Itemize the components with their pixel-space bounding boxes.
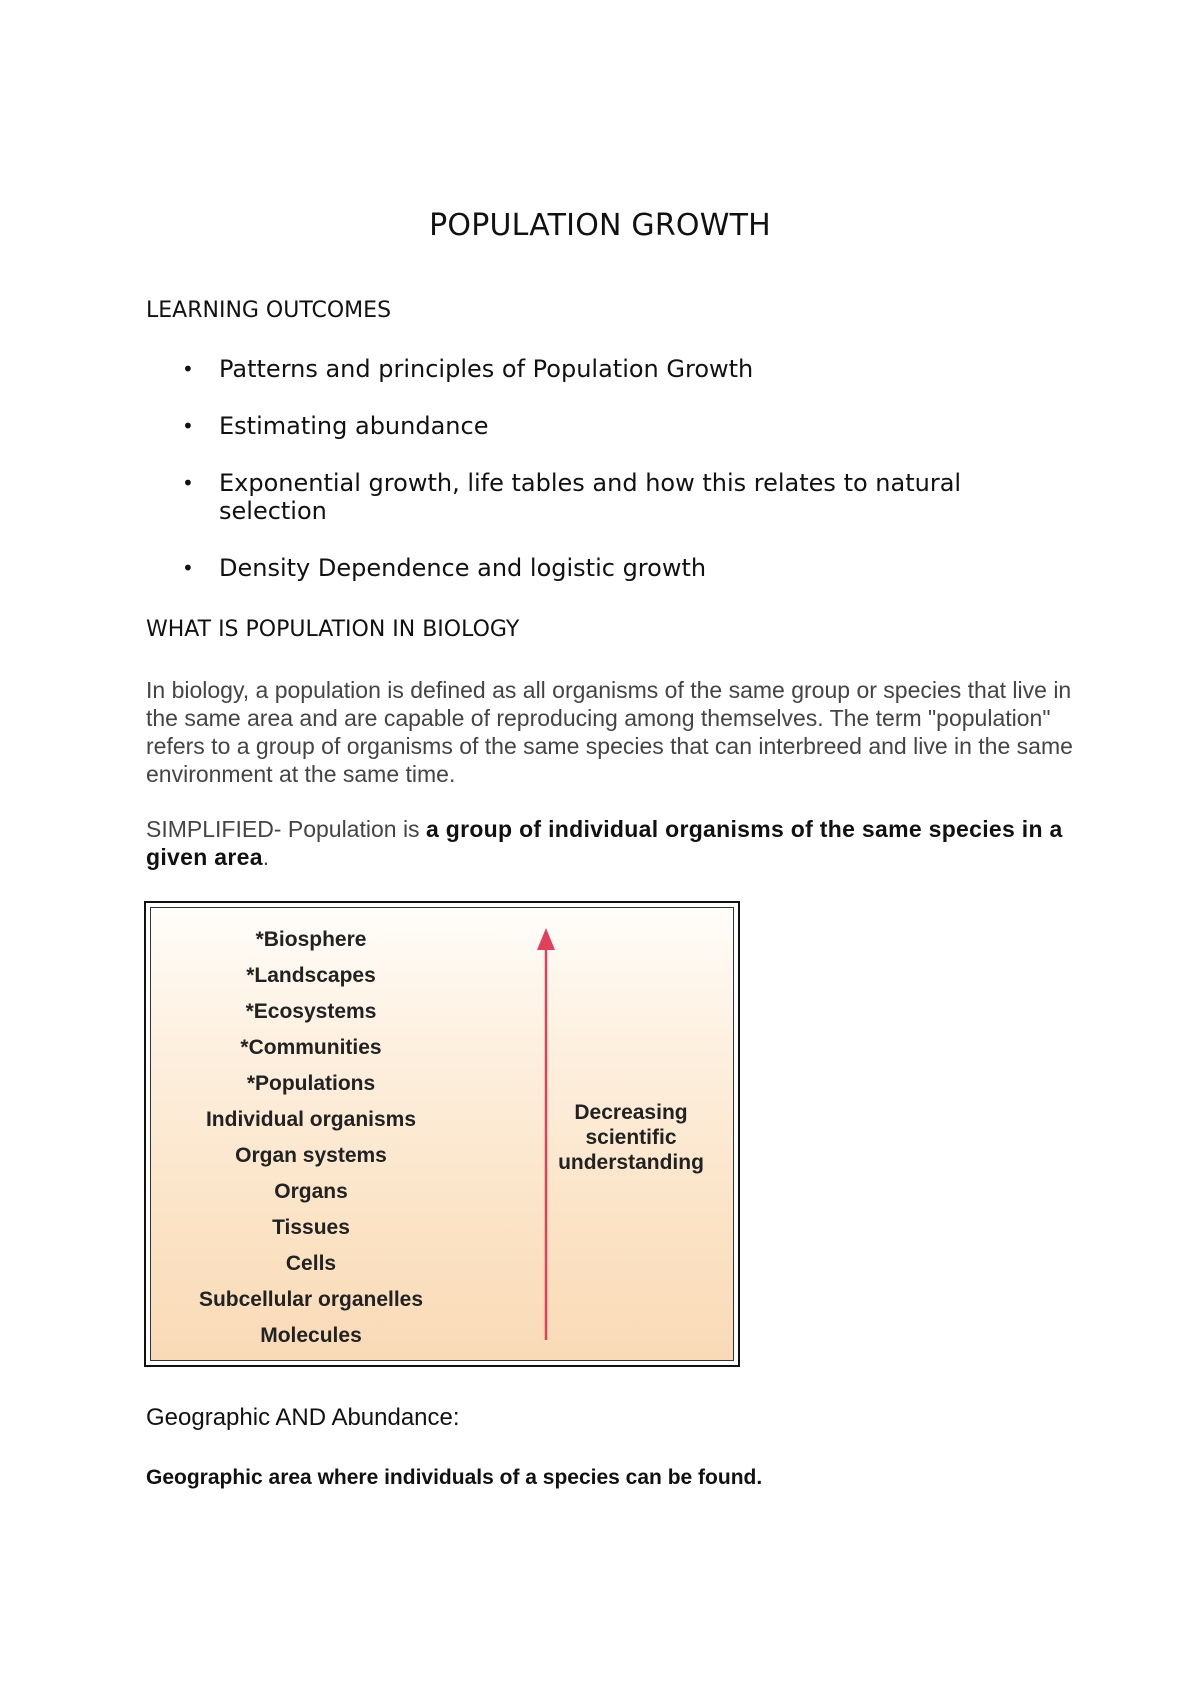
definition-heading: WHAT IS POPULATION IN BIOLOGY [146,617,520,642]
bullet-icon: • [182,556,194,580]
bullet-icon: • [182,357,194,381]
hierarchy-level: Cells [285,1252,337,1275]
bullet-icon: • [182,471,194,495]
hierarchy-level: Tissues [272,1216,350,1239]
arrow-caption-line: scientific [585,1126,677,1149]
hierarchy-figure [144,901,740,1367]
simplified-prefix: SIMPLIFIED- Population is [146,816,426,842]
page-title: POPULATION GROWTH [429,208,771,243]
list-item-text: Exponential growth, life tables and how this relates to natural selection [219,469,962,525]
hierarchy-level: Molecules [260,1324,362,1347]
hierarchy-figure-panel [150,907,734,1361]
definition-paragraph: In biology, a population is defined as all organisms of the same group or species that live in the same area and are capable of reproducing among themselves. The term "population" refers to a group of organisms of the same species that can interbreed and live in the same environment at the same time. [146,677,1073,787]
list-item [146,469,1026,525]
hierarchy-level: Organ systems [235,1144,387,1167]
list-item-text: Density Dependence and logistic growth [219,554,707,582]
arrow-caption [541,1100,721,1175]
hierarchy-level: *Ecosystems [245,1000,377,1023]
simplified-definition [146,815,1076,871]
list-item-text: Patterns and principles of Population Growth [219,355,754,383]
learning-outcomes-list [146,355,1026,611]
hierarchy-levels-list [151,922,471,1354]
list-item [146,412,1026,440]
hierarchy-level: *Biosphere [255,928,367,951]
simplified-bold: a group of individual organisms of the same species in a given area [146,816,1063,870]
hierarchy-level: Individual organisms [205,1108,417,1131]
hierarchy-level: *Landscapes [246,964,376,987]
list-item-text: Estimating abundance [219,412,489,440]
list-item [146,355,1026,383]
arrow-caption-line: understanding [558,1151,704,1174]
hierarchy-level: Organs [274,1180,348,1203]
bullet-icon: • [182,414,194,438]
simplified-suffix: . [262,844,270,870]
learning-outcomes-heading: LEARNING OUTCOMES [146,298,392,323]
geographic-text: Geographic area where individuals of a species can be found. [146,1466,763,1489]
hierarchy-level: *Communities [240,1036,382,1059]
hierarchy-level: *Populations [246,1072,376,1095]
geographic-heading: Geographic AND Abundance: [146,1404,460,1431]
hierarchy-level: Subcellular organelles [198,1288,424,1311]
arrow-caption-line: Decreasing [574,1101,688,1124]
list-item [146,554,1026,582]
